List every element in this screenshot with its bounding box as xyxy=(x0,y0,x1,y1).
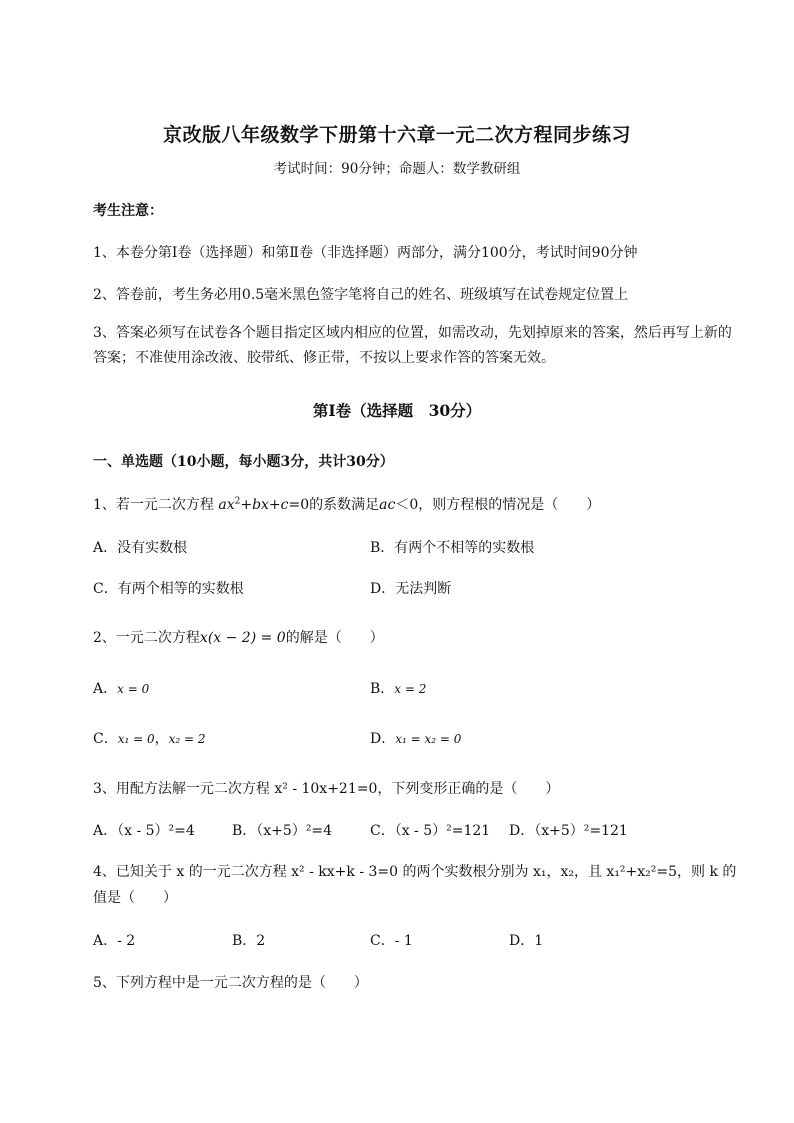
notice-item-1: 1、本卷分第Ⅰ卷（选择题）和第Ⅱ卷（非选择题）两部分，满分100分，考试时间90分钟 xyxy=(93,245,638,261)
notice-item-2: 2、答卷前，考生务必用0.5毫米黑色签字笔将自己的姓名、班级填写在试卷规定位置上 xyxy=(93,287,629,303)
question-4-stem-line-2: 值是（ ） xyxy=(93,890,177,906)
question-5-stem: 5、下列方程中是一元二次方程的是（ ） xyxy=(93,975,368,991)
question-3-stem: 3、用配方法解一元二次方程 x² - 10x+21=0，下列变形正确的是（ ） xyxy=(93,781,560,797)
question-4-option-d[interactable]: D．1 xyxy=(509,933,544,949)
question-2-option-d[interactable]: D．x₁ = x₂ = 0 xyxy=(370,731,462,747)
question-2-option-c[interactable]: C．x₁ = 0，x₂ = 2 xyxy=(93,731,206,747)
question-4-option-b[interactable]: B．2 xyxy=(232,933,266,949)
question-2-option-b[interactable]: B．x = 2 xyxy=(370,681,427,697)
question-3-option-d[interactable]: D．（x+5）²=121 xyxy=(509,823,628,839)
section-title: 第Ⅰ卷（选择题 30分） xyxy=(312,401,482,420)
question-4-stem-line-1: 4、已知关于 x 的一元二次方程 x² - kx+k - 3=0 的两个实数根分别为 x₁，x₂，且 x₁²+x₂²=5，则 k 的 xyxy=(93,864,737,880)
question-4-option-c[interactable]: C．- 1 xyxy=(370,933,413,949)
notice-heading: 考生注意： xyxy=(93,203,163,219)
question-1-stem: 1、若一元二次方程 $ax^2+bx+c=0$的系数满足ac＜0，则方程根的情况是（ ） xyxy=(93,496,601,513)
part-heading: 一、单选题（10小题，每小题3分，共计30分） xyxy=(93,454,394,470)
question-3-option-c[interactable]: C．（x - 5）²=121 xyxy=(370,823,491,839)
page-title: 京改版八年级数学下册第十六章一元二次方程同步练习 xyxy=(162,124,631,146)
question-1-option-c[interactable]: C．有两个相等的实数根 xyxy=(93,581,244,597)
notice-item-3: 3、答案必须写在试卷各个题目指定区域内相应的位置，如需改动，先划掉原来的答案，然后再写上新的答案；不准使用涂改液、胶带纸、修正带，不按以上要求作答的答案无效。 xyxy=(93,325,732,366)
question-3-option-b[interactable]: B．（x+5）²=4 xyxy=(232,823,333,839)
question-1-option-a[interactable]: A．没有实数根 xyxy=(93,540,188,556)
question-2-option-a[interactable]: A．x = 0 xyxy=(93,681,150,697)
page-subtitle: 考试时间：90分钟；命题人：数学教研组 xyxy=(273,161,521,177)
question-1-option-d[interactable]: D．无法判断 xyxy=(370,581,452,597)
question-3-option-a[interactable]: A．（x - 5）²=4 xyxy=(93,823,195,839)
question-2-stem: 2、一元二次方程x(x − 2) = 0的解是（ ） xyxy=(93,630,384,646)
question-4-option-a[interactable]: A．- 2 xyxy=(93,933,136,949)
question-1-option-b[interactable]: B．有两个不相等的实数根 xyxy=(370,540,535,556)
